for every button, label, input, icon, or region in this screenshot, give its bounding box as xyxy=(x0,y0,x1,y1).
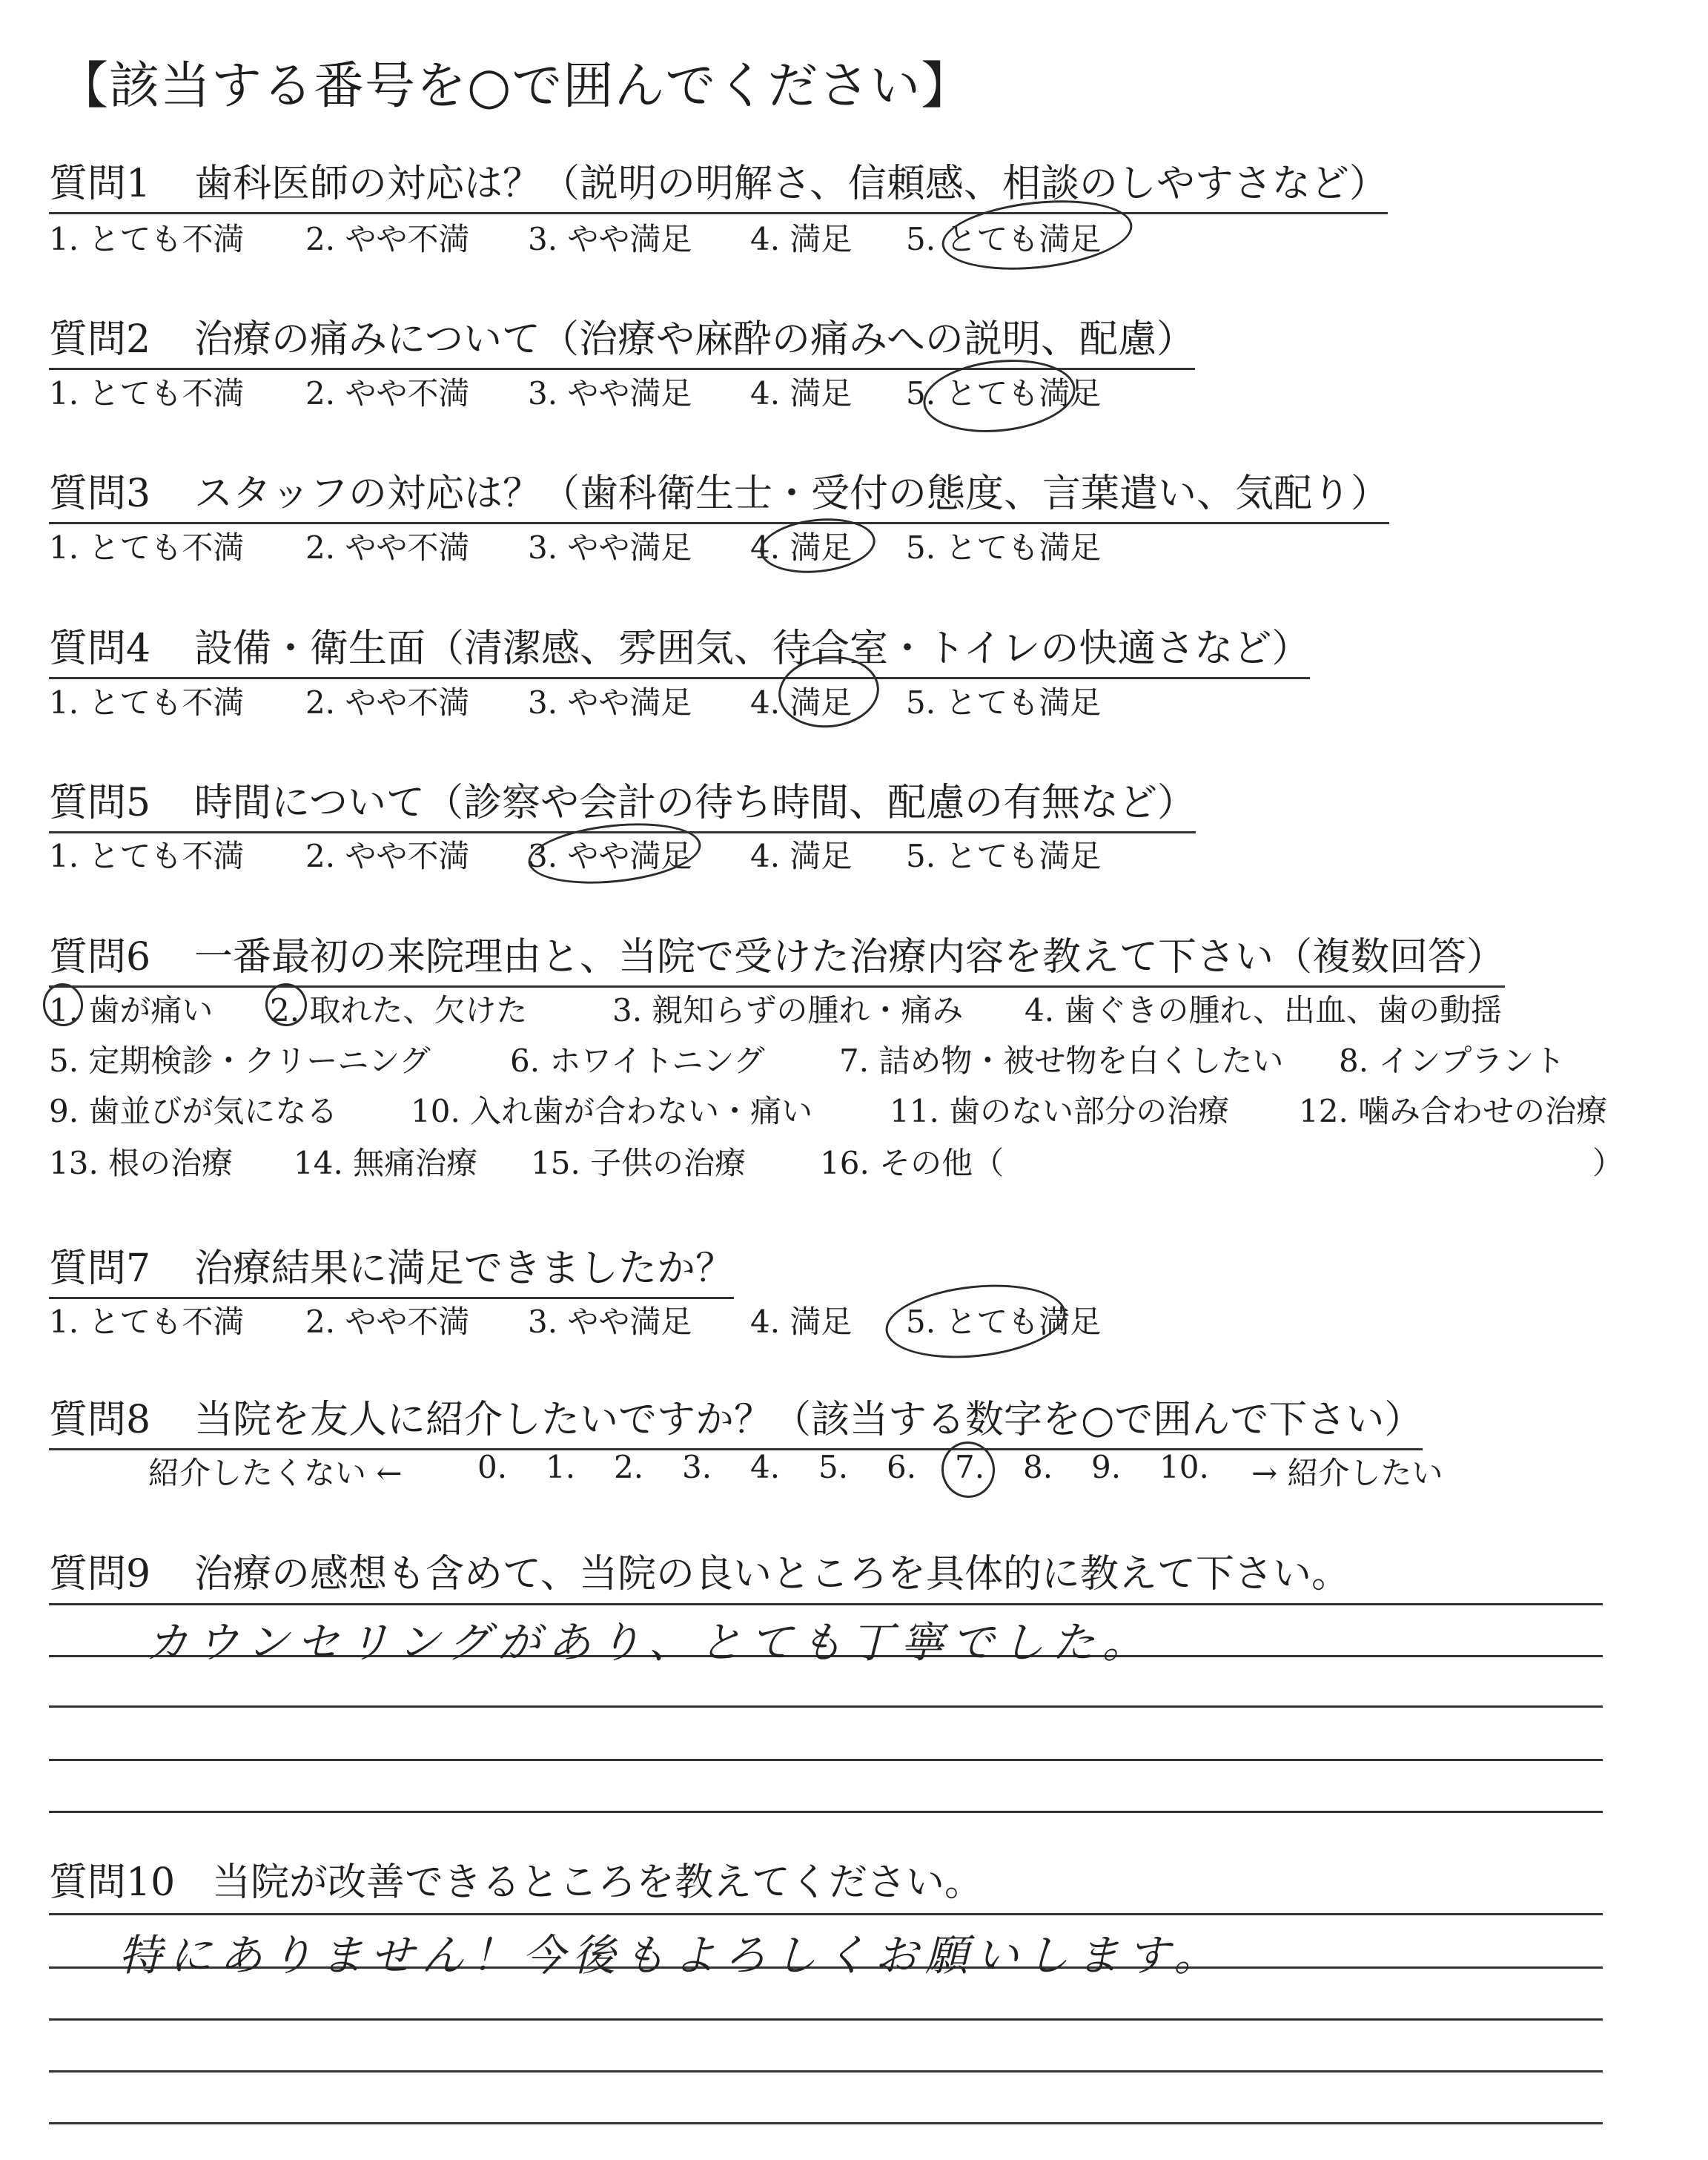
q10-handwritten-answer[interactable]: 特にありません！今後もよろしくお願いします。 xyxy=(119,1930,1225,1981)
option-4[interactable]: 4. 満足 xyxy=(750,375,853,412)
question-9-title xyxy=(49,1542,1350,1602)
option-5[interactable]: 5. とても満足 xyxy=(906,375,1102,412)
reason-option-3[interactable]: 3. 親知らずの腫れ・痛み xyxy=(612,992,964,1028)
question-8-title xyxy=(49,1388,1423,1450)
option-5[interactable]: 5. とても満足 xyxy=(906,1304,1102,1340)
question-number: 質問5 xyxy=(49,781,151,825)
option-1[interactable]: 1. とても不満 xyxy=(49,684,245,721)
answer-circle-mark xyxy=(882,1277,1070,1367)
reason-option-9[interactable]: 9. 歯並びが気になる xyxy=(49,1093,338,1129)
option-3[interactable]: 3. やや満足 xyxy=(528,684,692,721)
reason-option-10[interactable]: 10. 入れ歯が合わない・痛い xyxy=(411,1093,813,1129)
option-4[interactable]: 4. 満足 xyxy=(750,221,853,257)
question-number: 質問3 xyxy=(49,472,151,516)
answer-line xyxy=(49,1705,1603,1708)
question-number: 質問1 xyxy=(49,162,151,206)
option-5[interactable]: 5. とても満足 xyxy=(906,838,1102,874)
question-text: 時間について（診察や会計の待ち時間、配慮の有無など） xyxy=(194,781,1196,825)
option-5[interactable]: 5. とても満足 xyxy=(906,221,1102,257)
scale-value-4[interactable]: 4. xyxy=(750,1449,781,1485)
scale-value-6[interactable]: 6. xyxy=(887,1449,917,1485)
reason-option-8[interactable]: 8. インプラント xyxy=(1339,1043,1566,1079)
scale-value-7[interactable]: 7. xyxy=(955,1449,985,1485)
other-paren-close: ） xyxy=(1592,1145,1624,1181)
reason-option-11[interactable]: 11. 歯のない部分の治療 xyxy=(890,1093,1230,1129)
reason-option-2[interactable]: 2. 取れた、欠けた xyxy=(270,992,528,1028)
scale-value-1[interactable]: 1. xyxy=(546,1449,576,1485)
option-4[interactable]: 4. 満足 xyxy=(750,838,853,874)
question-number: 質問10 xyxy=(49,1860,176,1905)
question-6-title xyxy=(49,925,1505,988)
option-3[interactable]: 3. やや満足 xyxy=(528,529,692,566)
reason-option-12[interactable]: 12. 噛み合わせの治療 xyxy=(1299,1093,1608,1129)
answer-line xyxy=(49,1811,1603,1813)
question-number: 質問8 xyxy=(49,1398,151,1442)
question-10-title xyxy=(49,1851,983,1911)
option-4[interactable]: 4. 満足 xyxy=(750,684,853,721)
reason-option-14[interactable]: 14. 無痛治療 xyxy=(294,1145,478,1181)
answer-line xyxy=(49,2122,1603,2124)
q9-handwritten-answer[interactable]: カウンセリングがあり、とても丁寧でした。 xyxy=(145,1617,1153,1668)
scale-value-0[interactable]: 0. xyxy=(477,1449,508,1485)
option-3[interactable]: 3. やや満足 xyxy=(528,221,692,257)
reason-option-7[interactable]: 7. 詰め物・被せ物を白くしたい xyxy=(839,1043,1284,1079)
question-text: 当院を友人に紹介したいですか？（該当する数字を○で囲んで下さい） xyxy=(194,1398,1423,1442)
scale-value-3[interactable]: 3. xyxy=(682,1449,712,1485)
question-4-title xyxy=(49,617,1310,679)
reason-option-13[interactable]: 13. 根の治療 xyxy=(49,1145,234,1181)
reason-option-4[interactable]: 4. 歯ぐきの腫れ、出血、歯の動揺 xyxy=(1025,992,1502,1028)
question-number: 質問7 xyxy=(49,1246,151,1291)
question-text: 治療の感想も含めて、当院の良いところを具体的に教えて下さい。 xyxy=(194,1552,1350,1596)
option-2[interactable]: 2. やや不満 xyxy=(305,221,470,257)
question-text: 治療結果に満足できましたか？ xyxy=(194,1246,735,1291)
page-title: 【該当する番号を○で囲んでください】 xyxy=(58,57,973,116)
question-7-title xyxy=(49,1237,734,1299)
option-2[interactable]: 2. やや不満 xyxy=(305,684,470,721)
scale-left-label: 紹介したくない ← xyxy=(148,1455,403,1491)
answer-line xyxy=(49,1913,1603,1915)
answer-line xyxy=(49,2070,1603,2073)
question-text: 設備・衛生面（清潔感、雰囲気、待合室・トイレの快適さなど） xyxy=(194,627,1311,671)
question-1-title xyxy=(49,152,1388,214)
scale-value-10[interactable]: 10. xyxy=(1159,1449,1209,1485)
option-1[interactable]: 1. とても不満 xyxy=(49,529,245,566)
answer-line xyxy=(49,2018,1603,2021)
option-1[interactable]: 1. とても不満 xyxy=(49,221,245,257)
reason-option-5[interactable]: 5. 定期検診・クリーニング xyxy=(49,1043,431,1079)
option-2[interactable]: 2. やや不満 xyxy=(305,1304,470,1340)
option-5[interactable]: 5. とても満足 xyxy=(906,529,1102,566)
option-2[interactable]: 2. やや不満 xyxy=(305,529,470,566)
question-number: 質問9 xyxy=(49,1552,151,1596)
reason-option-6[interactable]: 6. ホワイトニング xyxy=(510,1043,765,1079)
scale-value-9[interactable]: 9. xyxy=(1091,1449,1122,1485)
answer-line xyxy=(49,1759,1603,1761)
option-4[interactable]: 4. 満足 xyxy=(750,529,853,566)
question-text: 当院が改善できるところを教えてください。 xyxy=(212,1860,984,1905)
question-text: 一番最初の来院理由と、当院で受けた治療内容を教えて下さい（複数回答） xyxy=(194,935,1506,980)
scale-value-2[interactable]: 2. xyxy=(614,1449,644,1485)
answer-line xyxy=(49,1603,1603,1605)
scale-value-8[interactable]: 8. xyxy=(1023,1449,1053,1485)
reason-option-1[interactable]: 1. 歯が痛い xyxy=(49,992,214,1028)
question-number: 質問4 xyxy=(49,627,151,671)
option-1[interactable]: 1. とても不満 xyxy=(49,375,245,412)
question-number: 質問6 xyxy=(49,935,151,980)
option-5[interactable]: 5. とても満足 xyxy=(906,684,1102,721)
option-3[interactable]: 3. やや満足 xyxy=(528,375,692,412)
option-2[interactable]: 2. やや不満 xyxy=(305,375,470,412)
scale-value-5[interactable]: 5. xyxy=(818,1449,849,1485)
scale-right-label: → 紹介したい xyxy=(1251,1455,1443,1491)
option-1[interactable]: 1. とても不満 xyxy=(49,1304,245,1340)
option-1[interactable]: 1. とても不満 xyxy=(49,838,245,874)
question-number: 質問2 xyxy=(49,317,151,362)
reason-option-15[interactable]: 15. 子供の治療 xyxy=(531,1145,747,1181)
option-3[interactable]: 3. やや満足 xyxy=(528,838,692,874)
option-3[interactable]: 3. やや満足 xyxy=(528,1304,692,1340)
reason-option-16[interactable]: 16. その他（ xyxy=(820,1145,1004,1181)
question-text: スタッフの対応は？（歯科衛生士・受付の態度、言葉遣い、気配り） xyxy=(194,472,1390,516)
option-2[interactable]: 2. やや不満 xyxy=(305,838,470,874)
question-text: 歯科医師の対応は？（説明の明解さ、信頼感、相談のしやすさなど） xyxy=(194,162,1388,206)
question-3-title xyxy=(49,462,1389,524)
question-text: 治療の痛みについて（治療や麻酔の痛みへの説明、配慮） xyxy=(194,317,1195,362)
option-4[interactable]: 4. 満足 xyxy=(750,1304,853,1340)
